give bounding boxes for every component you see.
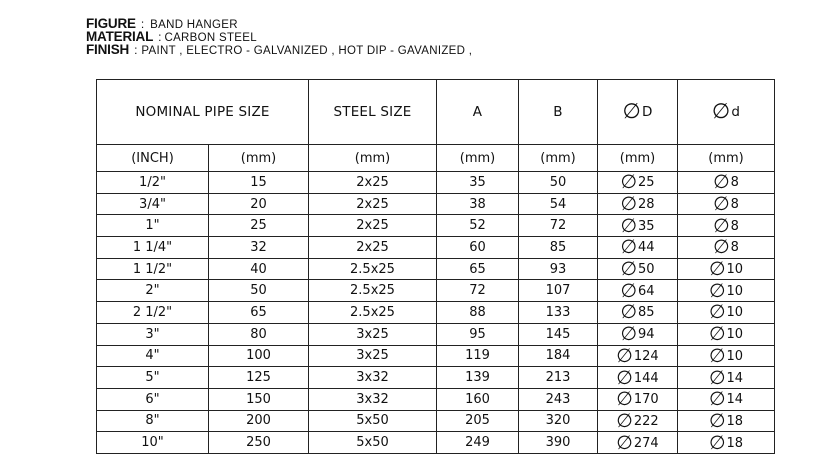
cell-diameter-lower-value: 8 bbox=[730, 197, 739, 213]
cell-inch-value: 3" bbox=[145, 326, 160, 342]
cell-diameter-lower bbox=[678, 193, 775, 215]
cell-mm-value: 125 bbox=[246, 370, 271, 386]
cell-b-value: 107 bbox=[545, 283, 571, 299]
cell-inch-value: 2" bbox=[145, 283, 160, 299]
cell-steel-size bbox=[309, 280, 437, 302]
cell-b bbox=[519, 367, 598, 389]
cell-a-value: 119 bbox=[465, 348, 490, 364]
cell-mm-value: 32 bbox=[250, 239, 267, 255]
cell-diameter-lower-value: 10 bbox=[726, 348, 744, 364]
cell-steel-size bbox=[309, 367, 437, 389]
cell-mm-value: 150 bbox=[246, 391, 271, 407]
spec-material bbox=[86, 30, 472, 43]
cell-steel-size-value: 5x50 bbox=[356, 435, 389, 451]
diameter-icon: ∅ bbox=[708, 388, 726, 411]
diameter-icon: ∅ bbox=[620, 301, 637, 324]
cell-mm-value: 200 bbox=[246, 413, 271, 429]
cell-mm bbox=[209, 323, 309, 345]
cell-a bbox=[437, 323, 519, 345]
cell-mm bbox=[209, 410, 309, 432]
cell-mm bbox=[209, 193, 309, 215]
diameter-icon: ∅ bbox=[713, 193, 730, 216]
cell-b-value: 85 bbox=[549, 239, 567, 255]
cell-diameter-upper-value: 25 bbox=[638, 175, 655, 191]
cell-a-value: 72 bbox=[469, 283, 486, 299]
cell-diameter-upper-value: 44 bbox=[638, 240, 655, 256]
cell-diameter-upper-value: 144 bbox=[633, 370, 659, 386]
cell-b bbox=[519, 237, 598, 259]
cell-inch bbox=[97, 388, 209, 410]
cell-a-value: 88 bbox=[469, 304, 486, 320]
table-row bbox=[97, 193, 775, 215]
cell-inch-value: 3/4" bbox=[139, 196, 166, 212]
header-d-lower-label: d bbox=[731, 104, 741, 120]
cell-diameter-lower bbox=[678, 410, 775, 432]
cell-steel-size-value: 5x50 bbox=[356, 413, 389, 429]
cell-b bbox=[519, 323, 598, 345]
diameter-icon: ∅ bbox=[620, 323, 637, 346]
cell-inch bbox=[97, 280, 209, 302]
cell-a-value: 35 bbox=[469, 174, 486, 190]
cell-diameter-lower bbox=[678, 323, 775, 345]
cell-diameter-lower-value: 10 bbox=[726, 327, 744, 343]
spec-figure-value: BAND HANGER bbox=[150, 19, 238, 31]
cell-a bbox=[437, 237, 519, 259]
cell-steel-size bbox=[309, 302, 437, 324]
cell-diameter-upper bbox=[598, 367, 678, 389]
cell-diameter-upper-value: 274 bbox=[633, 435, 659, 451]
cell-diameter-lower bbox=[678, 172, 775, 194]
cell-b bbox=[519, 410, 598, 432]
unit-cell: (mm) bbox=[437, 145, 519, 172]
cell-diameter-upper bbox=[598, 302, 678, 324]
cell-b-value: 72 bbox=[549, 218, 567, 234]
cell-diameter-lower-value: 18 bbox=[726, 413, 744, 429]
cell-b-value: 54 bbox=[549, 196, 567, 212]
cell-inch-value: 4" bbox=[145, 348, 160, 364]
header-nominal-pipe-size: NOMINAL PIPE SIZE bbox=[97, 80, 309, 145]
cell-b-value: 50 bbox=[549, 174, 567, 190]
cell-mm bbox=[209, 302, 309, 324]
cell-a bbox=[437, 172, 519, 194]
cell-mm bbox=[209, 345, 309, 367]
cell-inch-value: 1 1/2" bbox=[132, 261, 173, 277]
cell-diameter-upper-value: 64 bbox=[638, 283, 655, 299]
cell-b-value: 213 bbox=[545, 370, 571, 386]
cell-steel-size bbox=[309, 215, 437, 237]
cell-diameter-lower-value: 10 bbox=[726, 262, 744, 278]
cell-mm-value: 40 bbox=[250, 261, 267, 277]
cell-mm bbox=[209, 388, 309, 410]
header-b: B bbox=[519, 80, 598, 145]
cell-b-value: 133 bbox=[545, 304, 571, 320]
dimension-table bbox=[96, 79, 775, 454]
cell-inch bbox=[97, 193, 209, 215]
cell-mm-value: 250 bbox=[246, 435, 271, 451]
header-d-upper-label: D bbox=[641, 104, 653, 120]
cell-diameter-upper bbox=[598, 410, 678, 432]
unit-cell: (mm) bbox=[519, 145, 598, 172]
cell-steel-size-value: 3x32 bbox=[356, 370, 389, 386]
header-diameter-lower bbox=[678, 80, 775, 145]
cell-b bbox=[519, 215, 598, 237]
cell-steel-size-value: 2.5x25 bbox=[350, 283, 395, 299]
cell-mm-value: 80 bbox=[250, 326, 267, 342]
diameter-icon: ∅ bbox=[616, 366, 633, 389]
cell-inch bbox=[97, 237, 209, 259]
cell-mm-value: 50 bbox=[250, 283, 267, 299]
cell-inch-value: 6" bbox=[145, 391, 160, 407]
cell-steel-size bbox=[309, 432, 437, 454]
table-row bbox=[97, 410, 775, 432]
cell-steel-size-value: 3x32 bbox=[356, 391, 389, 407]
cell-diameter-upper bbox=[598, 215, 678, 237]
table-row bbox=[97, 215, 775, 237]
cell-mm bbox=[209, 237, 309, 259]
cell-b-value: 184 bbox=[545, 348, 571, 364]
unit-cell: (mm) bbox=[309, 145, 437, 172]
table-row bbox=[97, 367, 775, 389]
cell-inch-value: 1 1/4" bbox=[132, 239, 173, 255]
table-row bbox=[97, 280, 775, 302]
cell-inch-value: 10" bbox=[141, 435, 164, 451]
cell-mm-value: 25 bbox=[250, 218, 267, 234]
diameter-icon: ∅ bbox=[620, 279, 637, 302]
cell-mm-value: 65 bbox=[250, 304, 267, 320]
cell-diameter-upper-value: 35 bbox=[638, 218, 655, 234]
cell-diameter-lower-value: 18 bbox=[726, 435, 744, 451]
cell-mm bbox=[209, 172, 309, 194]
cell-steel-size-value: 2x25 bbox=[356, 196, 389, 212]
cell-steel-size-value: 2x25 bbox=[356, 174, 389, 190]
cell-b bbox=[519, 258, 598, 280]
cell-a bbox=[437, 388, 519, 410]
cell-steel-size-value: 2.5x25 bbox=[350, 261, 395, 277]
cell-mm-value: 20 bbox=[250, 196, 267, 212]
diameter-icon: ∅ bbox=[708, 323, 726, 346]
diameter-icon: ∅ bbox=[713, 236, 730, 259]
table-row bbox=[97, 345, 775, 367]
diameter-icon: ∅ bbox=[620, 214, 637, 237]
cell-steel-size-value: 2x25 bbox=[356, 239, 389, 255]
cell-diameter-lower bbox=[678, 237, 775, 259]
cell-steel-size-value: 2x25 bbox=[356, 218, 389, 234]
cell-diameter-upper bbox=[598, 237, 678, 259]
diameter-icon: ∅ bbox=[620, 193, 637, 216]
cell-a-value: 160 bbox=[465, 391, 490, 407]
table-row bbox=[97, 432, 775, 454]
cell-a bbox=[437, 258, 519, 280]
cell-steel-size bbox=[309, 410, 437, 432]
diameter-icon: ∅ bbox=[708, 301, 726, 324]
cell-steel-size bbox=[309, 258, 437, 280]
cell-diameter-lower-value: 14 bbox=[726, 392, 744, 408]
cell-a-value: 139 bbox=[465, 370, 490, 386]
cell-a bbox=[437, 367, 519, 389]
cell-inch bbox=[97, 323, 209, 345]
spec-block bbox=[86, 17, 472, 56]
cell-steel-size bbox=[309, 323, 437, 345]
cell-a bbox=[437, 193, 519, 215]
cell-mm bbox=[209, 280, 309, 302]
cell-inch bbox=[97, 215, 209, 237]
cell-b bbox=[519, 193, 598, 215]
cell-steel-size bbox=[309, 237, 437, 259]
cell-diameter-lower-value: 8 bbox=[730, 240, 739, 256]
cell-a-value: 60 bbox=[469, 239, 486, 255]
cell-diameter-lower bbox=[678, 388, 775, 410]
cell-diameter-upper-value: 94 bbox=[638, 327, 655, 343]
cell-inch bbox=[97, 172, 209, 194]
spec-material-value: CARBON STEEL bbox=[164, 32, 257, 44]
table-row bbox=[97, 258, 775, 280]
cell-steel-size-value: 3x25 bbox=[356, 348, 389, 364]
cell-steel-size-value: 3x25 bbox=[356, 326, 389, 342]
diameter-icon: ∅ bbox=[713, 214, 730, 237]
cell-inch-value: 2 1/2" bbox=[132, 304, 173, 320]
cell-a bbox=[437, 215, 519, 237]
cell-a bbox=[437, 345, 519, 367]
cell-diameter-upper bbox=[598, 280, 678, 302]
spec-finish-value: PAINT , ELECTRO - GALVANIZED , HOT DIP - GAVANIZED , bbox=[141, 45, 473, 57]
diameter-icon: ∅ bbox=[713, 171, 730, 194]
cell-diameter-lower bbox=[678, 345, 775, 367]
diameter-icon: ∅ bbox=[616, 344, 633, 367]
cell-b-value: 145 bbox=[545, 326, 571, 342]
cell-inch-value: 1" bbox=[145, 218, 160, 234]
diameter-icon: ∅ bbox=[622, 99, 641, 123]
cell-diameter-lower bbox=[678, 367, 775, 389]
cell-inch-value: 1/2" bbox=[139, 174, 166, 190]
table-row bbox=[97, 323, 775, 345]
table-body bbox=[97, 145, 775, 454]
cell-diameter-upper-value: 28 bbox=[638, 197, 655, 213]
cell-inch bbox=[97, 367, 209, 389]
cell-diameter-upper bbox=[598, 345, 678, 367]
spec-figure-sep: : bbox=[140, 17, 145, 31]
cell-b bbox=[519, 280, 598, 302]
cell-diameter-lower-value: 10 bbox=[726, 305, 744, 321]
cell-b bbox=[519, 432, 598, 454]
cell-steel-size bbox=[309, 193, 437, 215]
spec-material-sep: : bbox=[158, 30, 162, 44]
cell-mm bbox=[209, 367, 309, 389]
diameter-icon: ∅ bbox=[620, 258, 637, 281]
cell-a-value: 249 bbox=[465, 435, 490, 451]
diameter-icon: ∅ bbox=[616, 388, 633, 411]
header-diameter-upper bbox=[598, 80, 678, 145]
unit-cell: (mm) bbox=[209, 145, 309, 172]
cell-inch bbox=[97, 258, 209, 280]
cell-steel-size-value: 2.5x25 bbox=[350, 304, 395, 320]
unit-cell: (mm) bbox=[678, 145, 775, 172]
cell-mm-value: 100 bbox=[246, 348, 271, 364]
cell-inch bbox=[97, 432, 209, 454]
diameter-icon: ∅ bbox=[708, 344, 726, 367]
cell-a-value: 52 bbox=[469, 218, 486, 234]
cell-diameter-upper-value: 170 bbox=[633, 392, 659, 408]
cell-diameter-lower-value: 8 bbox=[730, 175, 739, 191]
diameter-icon: ∅ bbox=[708, 258, 726, 281]
diameter-icon: ∅ bbox=[708, 279, 726, 302]
cell-a bbox=[437, 302, 519, 324]
cell-b bbox=[519, 345, 598, 367]
spec-material-label: MATERIAL bbox=[86, 29, 154, 44]
cell-diameter-upper-value: 124 bbox=[633, 348, 659, 364]
diameter-icon: ∅ bbox=[711, 99, 731, 123]
cell-diameter-lower bbox=[678, 280, 775, 302]
cell-steel-size bbox=[309, 172, 437, 194]
cell-diameter-upper bbox=[598, 388, 678, 410]
cell-inch bbox=[97, 302, 209, 324]
cell-a bbox=[437, 410, 519, 432]
cell-a-value: 95 bbox=[469, 326, 486, 342]
cell-diameter-lower bbox=[678, 432, 775, 454]
cell-diameter-upper bbox=[598, 172, 678, 194]
units-row bbox=[97, 145, 775, 172]
cell-b bbox=[519, 388, 598, 410]
cell-steel-size bbox=[309, 345, 437, 367]
cell-b-value: 93 bbox=[549, 261, 567, 277]
cell-steel-size bbox=[309, 388, 437, 410]
diameter-icon: ∅ bbox=[620, 236, 637, 259]
cell-mm-value: 15 bbox=[250, 174, 267, 190]
cell-a-value: 38 bbox=[469, 196, 486, 212]
cell-mm bbox=[209, 215, 309, 237]
table-row bbox=[97, 172, 775, 194]
cell-diameter-upper bbox=[598, 323, 678, 345]
cell-inch bbox=[97, 345, 209, 367]
cell-b-value: 390 bbox=[545, 435, 571, 451]
header-steel-size: STEEL SIZE bbox=[309, 80, 437, 145]
diameter-icon: ∅ bbox=[708, 431, 726, 454]
cell-mm bbox=[209, 258, 309, 280]
cell-a bbox=[437, 280, 519, 302]
cell-diameter-lower bbox=[678, 302, 775, 324]
cell-b-value: 320 bbox=[545, 413, 571, 429]
header-row bbox=[97, 80, 775, 145]
cell-mm bbox=[209, 432, 309, 454]
table-row bbox=[97, 388, 775, 410]
cell-inch bbox=[97, 410, 209, 432]
table-row bbox=[97, 237, 775, 259]
cell-a-value: 205 bbox=[465, 413, 490, 429]
diameter-icon: ∅ bbox=[616, 431, 633, 454]
unit-cell: (INCH) bbox=[97, 145, 209, 172]
cell-diameter-lower-value: 14 bbox=[726, 370, 744, 386]
cell-diameter-upper bbox=[598, 193, 678, 215]
cell-diameter-upper-value: 50 bbox=[638, 262, 655, 278]
diameter-icon: ∅ bbox=[708, 366, 726, 389]
cell-diameter-upper bbox=[598, 258, 678, 280]
diameter-icon: ∅ bbox=[620, 171, 637, 194]
cell-diameter-upper-value: 85 bbox=[638, 305, 655, 321]
table-row bbox=[97, 302, 775, 324]
spec-finish-sep: : bbox=[134, 43, 138, 57]
cell-inch-value: 5" bbox=[145, 370, 160, 386]
cell-diameter-upper-value: 222 bbox=[633, 413, 659, 429]
cell-diameter-lower-value: 8 bbox=[730, 218, 739, 234]
spec-figure-label: FIGURE bbox=[86, 16, 136, 31]
diameter-icon: ∅ bbox=[708, 409, 726, 432]
cell-a bbox=[437, 432, 519, 454]
unit-cell: (mm) bbox=[598, 145, 678, 172]
cell-diameter-lower bbox=[678, 258, 775, 280]
cell-diameter-lower bbox=[678, 215, 775, 237]
cell-b bbox=[519, 302, 598, 324]
cell-b-value: 243 bbox=[545, 391, 571, 407]
cell-inch-value: 8" bbox=[145, 413, 160, 429]
diameter-icon: ∅ bbox=[616, 409, 633, 432]
header-a: A bbox=[437, 80, 519, 145]
spec-finish-label: FINISH bbox=[86, 42, 130, 57]
cell-b bbox=[519, 172, 598, 194]
cell-a-value: 65 bbox=[469, 261, 486, 277]
spec-finish bbox=[86, 43, 472, 56]
cell-diameter-upper bbox=[598, 432, 678, 454]
cell-diameter-lower-value: 10 bbox=[726, 283, 744, 299]
